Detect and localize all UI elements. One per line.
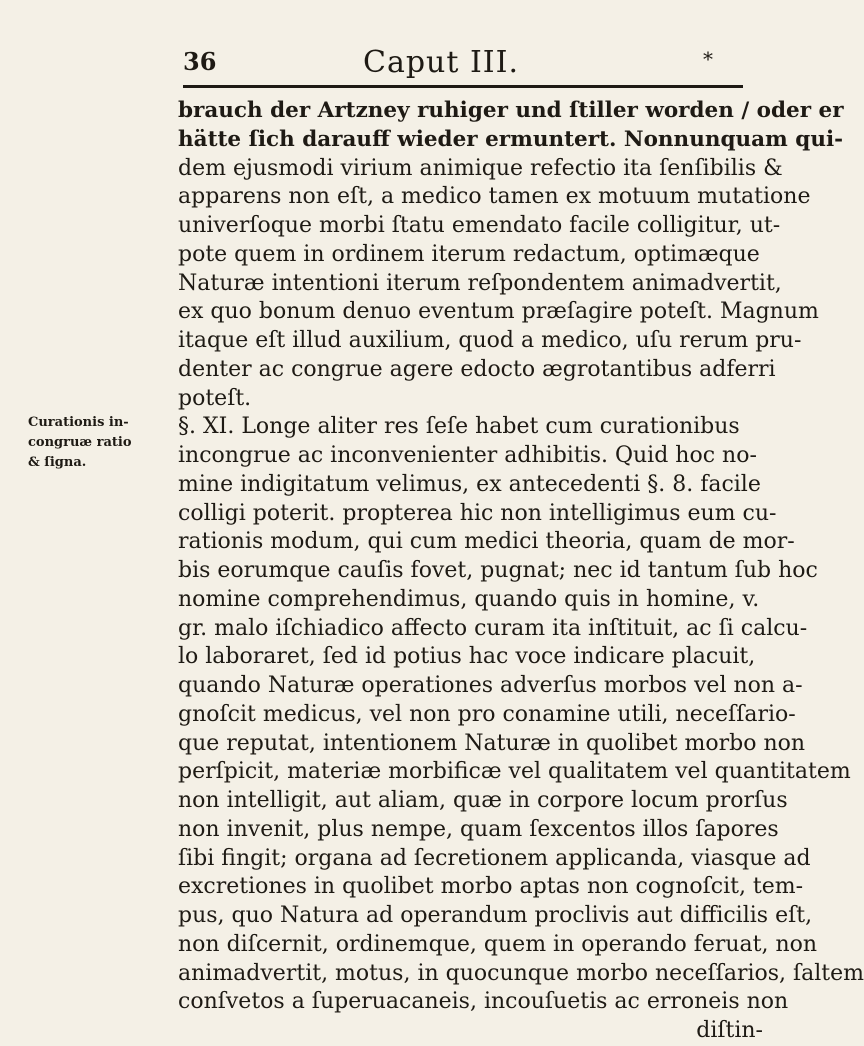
text-line: bis eorumque cauſis fovet, pugnat; nec id tantum ſub hoc: [178, 558, 818, 583]
text-line: quando Naturæ operationes adverſus morbos vel non a-: [178, 673, 803, 698]
text-line: gr. malo iſchiadico affecto curam ita inſtituit, ac ſi calcu-: [178, 615, 808, 641]
text-line: colligi poterit. propterea hic non intelligimus eum cu-: [178, 500, 777, 526]
text-line: itaque eſt illud auxilium, quod a medico, uſu rerum pru-: [178, 328, 802, 353]
text-line: non invenit, plus nempe, quam ſexcentos illos ſapores: [178, 816, 779, 842]
corner-mark: *: [703, 47, 713, 71]
text-line: animadvertit, motus, in quocunque morbo neceſſarios, ſaltem: [178, 960, 864, 986]
margin-note-line: Curationis in-: [28, 415, 129, 430]
margin-note-line: congruæ ratio: [28, 435, 132, 450]
text-line: pus, quo Natura ad operandum proclivis aut difficilis eſt,: [178, 903, 813, 928]
text-line: poteſt.: [178, 385, 252, 411]
text-line: nomine comprehendimus, quando quis in homine, v.: [178, 586, 760, 612]
running-head: Caput III.: [363, 45, 520, 80]
text-line: univerſoque morbi ſtatu emendato facile colligitur, ut-: [178, 213, 781, 238]
text-line: mine indigitatum velimus, ex antecedenti §. 8. facile: [178, 471, 761, 497]
text-line: perſpicit, materiæ morbificæ vel qualitatem vel quantitatem: [178, 759, 851, 785]
text-line: Naturæ intentioni iterum reſpondentem animadvertit,: [178, 270, 782, 296]
text-line: que reputat, intentionem Naturæ in quolibet morbo non: [178, 730, 806, 756]
page-number: 36: [183, 47, 217, 76]
text-line: non intelligit, aut aliam, quæ in corpore locum prorſus: [178, 788, 788, 813]
text-line: gnoſcit medicus, vel non pro conamine utili, neceſſario-: [178, 701, 796, 727]
text-line: dem ejusmodi virium animique refectio ita ſenſibilis &: [178, 155, 783, 181]
text-line: ſibi fingit; organa ad ſecretionem applicanda, viasque ad: [178, 845, 811, 871]
text-line: incongrue ac inconvenienter adhibitis. Quid hoc no-: [178, 443, 757, 468]
text-line: hätte ſich darauff wieder ermuntert. Nonnunquam qui-: [178, 126, 844, 152]
text-line: ex quo bonum denuo eventum præſagire poteſt. Magnum: [178, 299, 819, 325]
text-line: excretiones in quolibet morbo aptas non cognoſcit, tem-: [178, 874, 804, 900]
text-line: §. XI. Longe aliter res ſeſe habet cum curationibus: [178, 414, 740, 440]
margin-note: [28, 413, 163, 473]
text-line: pote quem in ordinem iterum redactum, optimæque: [178, 241, 760, 267]
header-rule: [183, 85, 743, 88]
text-line: lo laboraret, ſed id potius hac voce indicare placuit,: [178, 644, 756, 670]
text-line: denter ac congrue agere edocto ægrotantibus adferri: [178, 356, 776, 382]
body-text: [178, 97, 864, 1046]
text-line: non diſcernit, ordinemque, quem in operando feruat, non: [178, 931, 818, 957]
text-line: brauch der Artzney ruhiger und ſtiller worden / oder er: [178, 98, 844, 123]
text-line: conſvetos a ſuperuacaneis, incouſuetis ac erroneis non: [178, 989, 789, 1015]
page-header: [183, 45, 743, 95]
text-line: diſtin-: [696, 1018, 763, 1043]
text-line: rationis modum, qui cum medici theoria, quam de mor-: [178, 529, 795, 555]
text-line: apparens non eſt, a medico tamen ex motuum mutatione: [178, 184, 811, 210]
margin-note-line: & ſigna.: [28, 455, 87, 470]
